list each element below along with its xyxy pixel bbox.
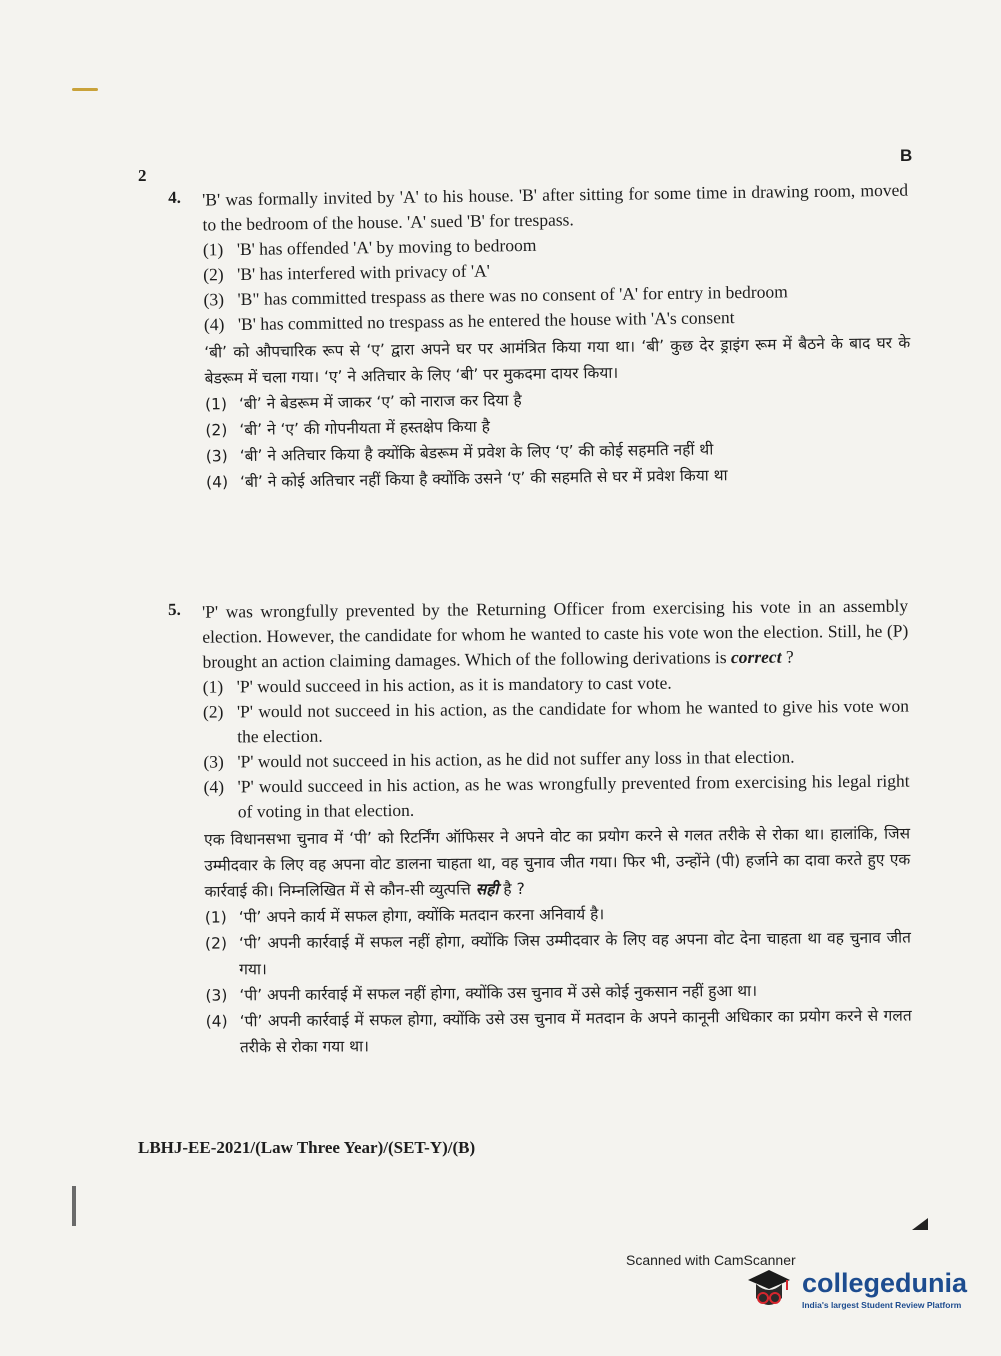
collegedunia-logo	[742, 1262, 967, 1316]
options-en	[203, 228, 910, 338]
scanner-watermark: Scanned with CamScanner	[626, 1252, 796, 1268]
question-number: 4.	[168, 187, 182, 207]
option-en: (2) 'B' has interfered with privacy of 'A'	[203, 260, 491, 285]
option-en: (1) 'B' has offended 'A' by moving to bedroom	[202, 234, 537, 260]
footer-code: LBHJ-EE-2021/(Law Three Year)/(SET-Y)/(B)	[138, 1138, 476, 1157]
option-en: (3) 'P' would not succeed in his action, as he did not suffer any loss in that election.	[203, 746, 795, 772]
scan-mark	[72, 88, 98, 91]
scan-edge-mark	[72, 1186, 76, 1226]
emphasis-sahi: सही	[475, 880, 499, 899]
option-hi: (1) ‘पी’ अपने कार्य में सफल होगा, क्योंकि मतदान करना अनिवार्य है।	[204, 905, 605, 927]
page-number: 2	[138, 166, 147, 185]
option-en: (4) 'B' has committed no trespass as he entered the house with 'A's consent	[203, 307, 735, 335]
option-en: (2) 'P' would not succeed in his action, as the candidate for whom he wanted to give his vote won the election.	[202, 695, 910, 747]
option-hi: (2) ‘पी’ अपनी कार्रवाई में सफल नहीं होगा, क्योंकि जिस उम्मीदवार के लिए वह अपना वोट देना चाहता था वह चुनाव जीत गया।	[204, 928, 912, 979]
options-hi	[205, 899, 912, 1061]
option-hi: (3) ‘पी’ अपनी कार्रवाई में सफल नहीं होगा, क्योंकि उस चुनाव में उसे कोई नुकसान नहीं हुआ था।	[205, 981, 758, 1005]
options-en	[203, 669, 910, 825]
question-stem-en: 'B' was formally invited by 'A' to his house. 'B' after sitting for some time in drawing room, moved to the bedroom of the house. 'A' sued 'B' for trespass.	[202, 179, 909, 235]
question-stem-hi: ‘बी’ को औपचारिक रूप से ‘ए’ द्वारा अपने घर पर आमंत्रित किया गया था। ‘बी’ कुछ देर ड्राइंग रूम में बैठने के बाद घर के बेडरूम में चला गया। ‘ए’ ने अतिचार के लिए ‘बी’ पर मुकदमा दायर किया।	[204, 333, 911, 388]
option-hi: (4) ‘पी’ अपनी कार्रवाई में सफल होगा, क्योंकि उसे उस चुनाव में मतदान के अपने कानूनी अधिकार का प्रयोग करने से गलत तरीके से रोका गया था।	[205, 1006, 912, 1057]
set-letter: B	[900, 146, 913, 165]
emphasis-correct: correct	[730, 646, 782, 668]
option-en: (3) 'B" has committed trespass as there was no consent of 'A' for entry in bedroom	[203, 281, 788, 310]
mascot-icon	[742, 1262, 796, 1316]
question-4	[168, 178, 912, 496]
logo-name: collegedunia	[802, 1268, 968, 1298]
options-hi	[205, 382, 912, 496]
question-stem-hi: एक विधानसभा चुनाव में ‘पी’ को रिटर्निंग ऑफिसर ने अपने वोट का प्रयोग करने से गलत तरीके से रोका था। हालांकि, जिस उम्मीदवार के लिए वह अपना वोट डालना चाहता था, वह चुनाव जीत गया। फिर भी, उन्होंने (पी) हर्जाने का दावा करते हुए एक कार्रवाई की। निम्नलिखित में से कौन-सी व्युत्पत्ति सही है ?	[204, 824, 911, 901]
option-en: (1) 'P' would succeed in his action, as it is mandatory to cast vote.	[202, 672, 672, 697]
question-stem-en: 'P' was wrongfully prevented by the Returning Officer from exercising his vote in an assembly election. However, the candidate for whom he wanted to caste his vote won the election. Still, he (P) brought an action claiming damages. Which of the following derivations is correct ?	[202, 595, 909, 672]
option-hi: (3) ‘बी’ ने अतिचार किया है क्योंकि बेडरूम में प्रवेश के लिए ‘ए’ की कोई सहमति नहीं थी	[205, 440, 714, 466]
logo-tagline: India's largest Student Review Platform	[802, 1300, 962, 1310]
question-5	[168, 594, 912, 1061]
option-hi: (2) ‘बी’ ने ‘ए’ की गोपनीयता में हस्तक्षेप किया है	[205, 417, 491, 440]
question-number: 5.	[168, 599, 181, 619]
option-hi: (1) ‘बी’ ने बेडरूम में जाकर ‘ए’ को नाराज कर दिया है	[204, 391, 522, 414]
option-en: (4) 'P' would succeed in his action, as he was wrongfully prevented from exercising his legal right of voting in that election.	[203, 770, 910, 822]
corner-mark	[912, 1218, 928, 1230]
option-hi: (4) ‘बी’ ने कोई अतिचार नहीं किया है क्योंकि उसने ‘ए’ की सहमति से घर में प्रवेश किया था	[205, 466, 728, 492]
